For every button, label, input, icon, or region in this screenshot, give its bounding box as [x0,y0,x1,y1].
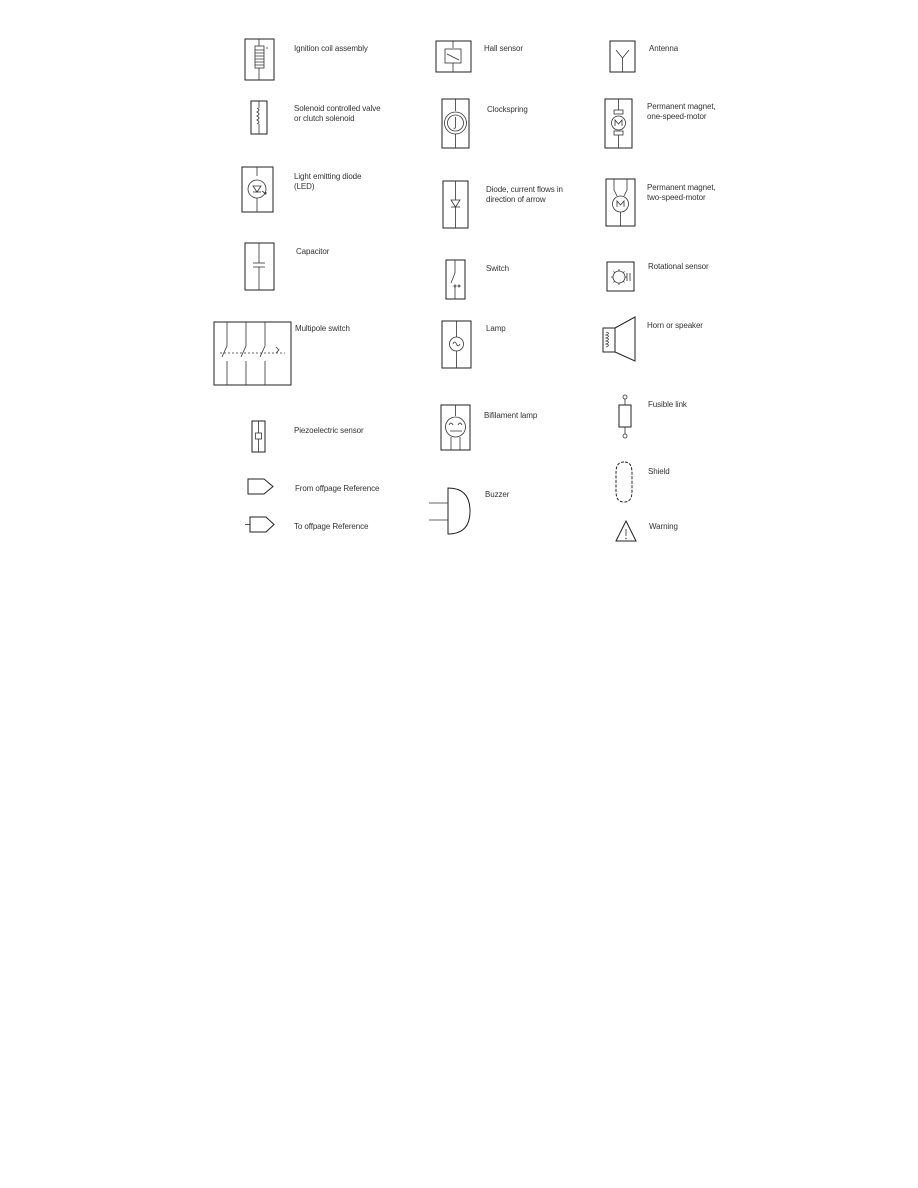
ignition-coil-label: Ignition coil assembly [294,44,368,53]
bifilament-lamp-symbol [440,404,472,452]
lamp-symbol [441,320,473,370]
hall-sensor-label: Hall sensor [484,44,523,53]
from-offpage-reference-label: From offpage Reference [295,484,380,493]
switch-symbol [445,259,467,301]
buzzer-label: Buzzer [485,490,510,499]
clockspring-symbol [441,98,471,150]
piezoelectric-sensor-label: Piezoelectric sensor [294,426,364,435]
buzzer-symbol [428,487,472,535]
pm-two-speed-motor-label: Permanent magnet, two-speed-motor [647,183,716,202]
piezoelectric-sensor-symbol [251,420,267,454]
led-label: Light emitting diode (LED) [294,172,362,191]
to-offpage-reference-symbol [244,516,276,534]
solenoid-valve-symbol [250,100,270,136]
capacitor-symbol [244,242,276,292]
multipole-switch-label: Multipole switch [295,324,350,333]
solenoid-valve-label: Solenoid controlled valve or clutch solenoid [294,104,381,123]
to-offpage-reference-label: To offpage Reference [294,522,369,531]
from-offpage-reference-symbol [247,478,275,496]
rotational-sensor-label: Rotational sensor [648,262,709,271]
hall-sensor-symbol [435,40,473,74]
switch-label: Switch [486,264,509,273]
shield-label: Shield [648,467,670,476]
pm-one-speed-motor-symbol [604,98,634,150]
bifilament-lamp-label: Bifilament lamp [484,411,538,420]
rotational-sensor-symbol [606,261,636,293]
clockspring-label: Clockspring [487,105,528,114]
ignition-coil-symbol [244,38,276,82]
fusible-link-label: Fusible link [648,400,687,409]
capacitor-label: Capacitor [296,247,330,256]
pm-one-speed-motor-label: Permanent magnet, one-speed-motor [647,102,716,121]
horn-speaker-symbol [602,316,638,362]
warning-label: Warning [649,522,678,531]
antenna-label: Antenna [649,44,679,53]
lamp-label: Lamp [486,324,506,333]
diode-symbol [442,180,470,230]
multipole-switch-symbol [213,321,293,387]
led-symbol [241,166,275,214]
diode-label: Diode, current flows in direction of arrow [486,185,563,204]
antenna-symbol [609,40,637,74]
horn-speaker-label: Horn or speaker [647,321,703,330]
pm-two-speed-motor-symbol [605,178,637,228]
warning-symbol [615,520,637,542]
shield-symbol [615,461,633,503]
fusible-link-symbol [617,394,633,440]
